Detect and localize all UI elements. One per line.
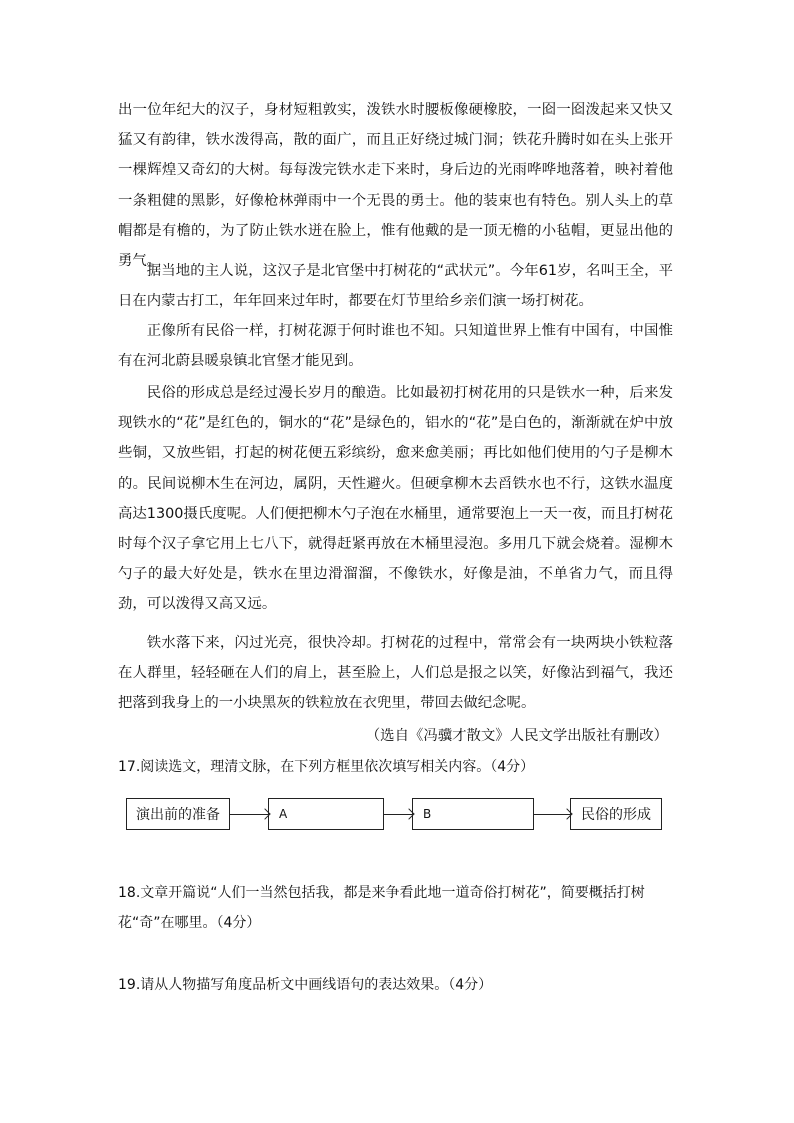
flow-box-a[interactable]: A <box>268 798 384 830</box>
article-paragraph-2: 据当地的主人说，这汉子是北官堡中打树花的“武状元”。今年61岁，名叫王全，平日在内蒙古打工，年年回来过年时，都要在灯节里给乡亲们演一场打树花。 <box>118 263 673 310</box>
question-18: 18.文章开篇说“人们一当然包括我，都是来争看此地一道奇俗打树花”，简要概括打树花“奇”在哪里。（4分） <box>118 885 645 931</box>
flow-arrow-2 <box>384 814 412 815</box>
flow-arrow-1 <box>230 814 268 815</box>
question-19: 19.请从人物描写角度品析文中画线语句的表达效果。（4分） <box>118 977 493 993</box>
question-17: 17.阅读选文，理清文脉，在下列方框里依次填写相关内容。（4分） <box>118 759 535 775</box>
article-paragraph-3: 正像所有民俗一样，打树花源于何时谁也不知。只知道世界上惟有中国有，中国惟有在河北蔚县暖泉镇北官堡才能见到。 <box>118 323 673 370</box>
flow-arrow-3 <box>534 814 570 815</box>
article-paragraph-4: 民俗的形成总是经过漫长岁月的酿造。比如最初打树花用的只是铁水一种，后来发现铁水的“花”是红色的，铜水的“花”是绿色的，铝水的“花”是白色的，渐渐就在炉中放些铜，又放些铝，打起的树花便五彩缤纷，愈来愈美丽；再比如他们使用的勺子是柳木的。民间说柳木生在河边，属阴，天性避火。但硬拿柳木去舀铁水也不行，这铁水温度高达1300摄氏度呢。人们便把柳木勺子泡在水桶里，通常要泡上一天一夜，而且打树花时每个汉子拿它用上七八下，就得赶紧再放在木桶里浸泡。多用几下就会烧着。湿柳木勺子的最大好处是，铁水在里边滑溜溜，不像铁水，好像是油，不单省力气，而且得劲，可以泼得又高又远。 <box>118 385 673 613</box>
flow-box-formation: 民俗的形成 <box>570 798 662 830</box>
flow-box-preparation: 演出前的准备 <box>126 798 230 830</box>
article-source: （选自《冯骥才散文》人民文学出版社有删改） <box>365 728 668 744</box>
article-paragraph-1: 出一位年纪大的汉子，身材短粗敦实，泼铁水时腰板像硬橡胶，一囵一囵泼起来又快又猛又有韵律，铁水泼得高，散的面广，而且正好绕过城门洞；铁花升腾时如在头上张开一棵辉煌又奇幻的大树。每每泼完铁水走下来时，身后边的光雨哗哗地落着，映衬着他一条粗健的黑影，好像枪林弹雨中一个无畏的勇士。他的装束也有特色。别人头上的草帽都是有檐的，为了防止铁水迸在脸上，惟有他戴的是一顶无檐的小毡帽，更显出他的勇气。 <box>118 102 673 270</box>
article-paragraph-5: 铁水落下来，闪过光亮，很快冷却。打树花的过程中，常常会有一块两块小铁粒落在人群里，轻轻砸在人们的肩上，甚至脸上，人们总是报之以笑，好像沾到福气，我还把落到我身上的一小块黑灰的铁粒放在衣兜里，带回去做纪念呢。 <box>118 635 673 712</box>
flow-box-b[interactable]: B <box>412 798 534 830</box>
